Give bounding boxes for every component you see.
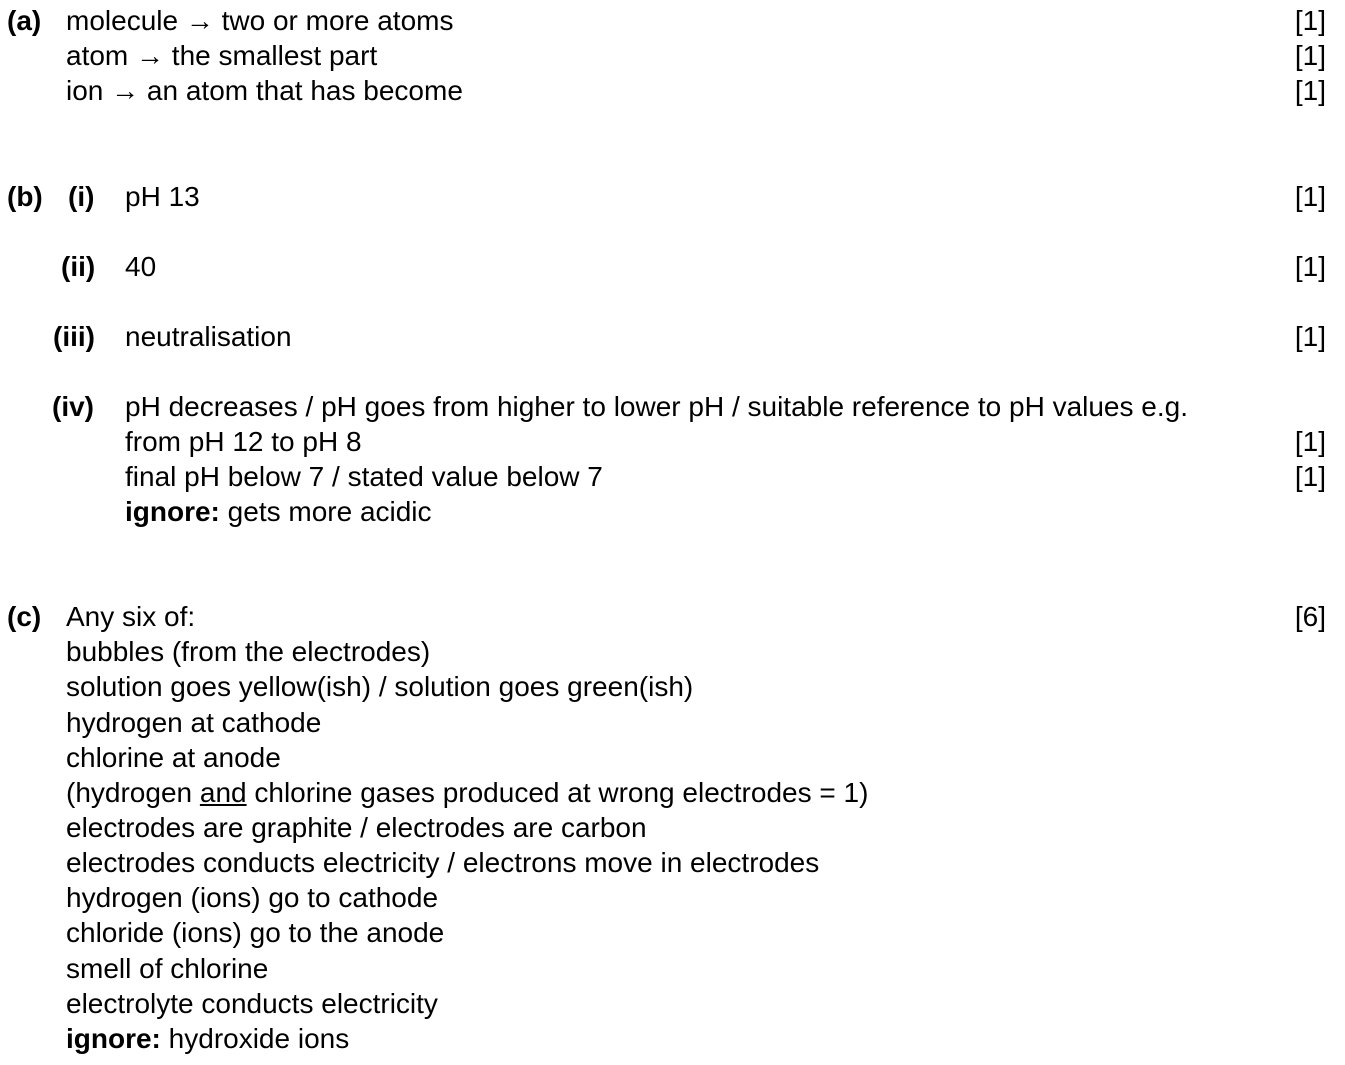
ignore-text: hydroxide ions [160,1023,350,1054]
part-c-mark: [6] [1294,601,1326,632]
part-b-ii-text: 40 [125,251,157,282]
part-b-iii-mark: [1] [1294,321,1326,352]
part-a-mark-1: [1] [1294,5,1326,36]
part-a-line-1: molecule → two or more atoms [66,5,454,36]
part-c-item: solution goes yellow(ish) / solution goes green(ish) [66,671,694,702]
part-b-i-text: pH 13 [125,181,200,212]
part-b-iv-line-2: from pH 12 to pH 8 [125,426,362,457]
part-c-label: (c) [7,601,42,632]
part-a-label: (a) [7,5,42,36]
part-c-item: electrodes are graphite / electrodes are carbon [66,812,647,843]
part-b-iii-text: neutralisation [125,321,292,352]
part-c-item: electrolyte conducts electricity [66,988,438,1019]
part-c-item: chloride (ions) go to the anode [66,917,445,948]
part-c-item: hydrogen (ions) go to cathode [66,882,439,913]
part-a-mark-3: [1] [1294,75,1326,106]
part-b-i-label: (i) [68,181,95,212]
part-a-line-2: atom → the smallest part [66,40,378,71]
part-a-line-3: ion → an atom that has become [66,75,463,106]
part-c-note [66,775,868,810]
part-c-item: bubbles (from the electrodes) [66,636,431,667]
part-c-item: electrodes conducts electricity / electrons move in electrodes [66,847,820,878]
part-b-iv-label: (iv) [52,391,94,422]
part-b-iv-line-1: pH decreases / pH goes from higher to lower pH / suitable reference to pH values e.g. [125,391,1188,422]
part-c-item: chlorine at anode [66,742,281,773]
part-b-i-mark: [1] [1294,181,1326,212]
note-suffix: chlorine gases produced at wrong electrodes = 1) [246,777,869,808]
part-b-ii-mark: [1] [1294,251,1326,282]
part-c-item: hydrogen at cathode [66,707,322,738]
note-prefix: (hydrogen [66,777,200,808]
part-c-ignore [66,1021,349,1056]
part-b-ii-label: (ii) [61,251,96,282]
ignore-label: ignore: [66,1023,161,1054]
ignore-text: gets more acidic [219,496,432,527]
part-a-mark-2: [1] [1294,40,1326,71]
part-c-item: smell of chlorine [66,953,269,984]
part-c-intro: Any six of: [66,601,196,632]
ignore-label: ignore: [125,496,220,527]
part-b-iii-label: (iii) [53,321,95,352]
part-b-iv-mark-1: [1] [1294,426,1326,457]
note-underlined: and [199,777,247,808]
part-b-iv-mark-2: [1] [1294,461,1326,492]
part-b-label: (b) [7,181,43,212]
part-b-iv-ignore [125,494,432,529]
part-b-iv-line-3: final pH below 7 / stated value below 7 [125,461,603,492]
